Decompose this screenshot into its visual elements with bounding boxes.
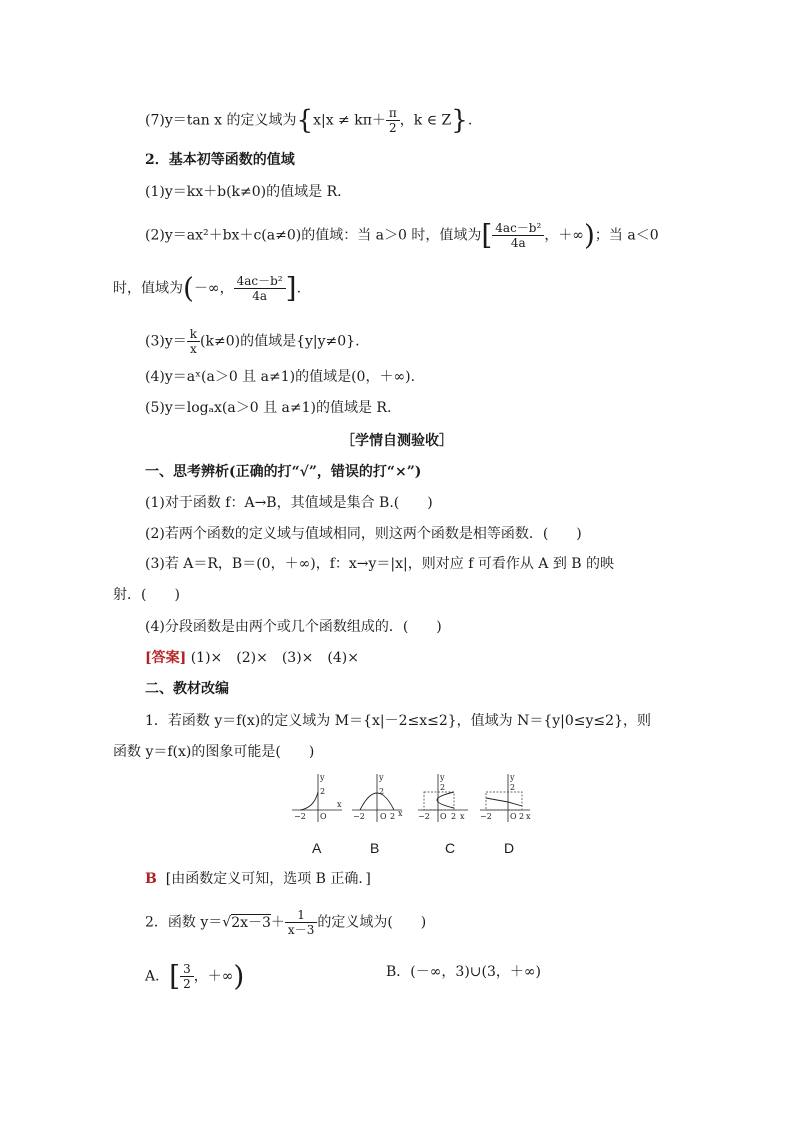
answer-1-tag: B: [145, 871, 157, 887]
paren: ): [233, 959, 245, 993]
fraction: [492, 221, 544, 250]
question-3: (3)若 A＝R，B＝(0，＋∞)，f：x→y＝|x|，则对应 f 可看作从 A 到 B 的映: [145, 556, 615, 572]
option-c-label: C: [445, 840, 456, 856]
answer-1-row: [145, 869, 371, 889]
text: 时，值域为: [113, 280, 183, 297]
line-7: [145, 106, 472, 135]
graph-c: [416, 772, 470, 824]
num: k: [187, 327, 200, 342]
question-1: (1)对于函数 f：A→B，其值域是集合 B.( ): [145, 495, 433, 511]
option-d-label: D: [504, 840, 515, 856]
question-3-cont: 射．( ): [113, 587, 180, 603]
text: .: [467, 112, 473, 129]
answer-row: [145, 648, 359, 668]
range-4: (4)y＝aˣ(a＞0 且 a≠1)的值域是(0，＋∞).: [145, 369, 416, 385]
range-1: (1)y＝kx＋b(k≠0)的值域是 R.: [145, 184, 342, 200]
num: 4ac－b²: [492, 221, 544, 236]
answer-tag: [答案]: [145, 650, 187, 666]
tick-2: 2: [379, 787, 385, 796]
question-2: (2)若两个函数的定义域与值域相同，则这两个函数是相等函数．( ): [145, 526, 582, 542]
fraction: [180, 962, 194, 991]
tick-neg2: −2: [418, 812, 430, 821]
num: 4ac－b²: [234, 274, 286, 289]
num: π: [386, 106, 400, 121]
tick-x2: 2: [451, 812, 457, 821]
graph-a: [290, 772, 344, 824]
den: x－3: [287, 923, 315, 937]
den: x: [190, 342, 197, 356]
text: 的定义域为( ): [317, 914, 427, 931]
choice-a[interactable]: [145, 959, 245, 993]
origin: O: [510, 812, 517, 821]
pi-over-2: [386, 106, 400, 135]
text: (k≠0)的值域是{y|y≠0}.: [200, 333, 360, 350]
tick-x2: 2: [390, 812, 396, 821]
tick-neg2: −2: [480, 812, 492, 821]
x-label: x: [337, 800, 342, 809]
heading-textbook: 二、教材改编: [145, 681, 229, 697]
tick-x2: 2: [519, 812, 525, 821]
sqrt-symbol: √: [222, 914, 232, 931]
fraction: [285, 908, 317, 937]
bracket: [: [169, 959, 181, 993]
text: 2．函数 y＝: [145, 914, 223, 931]
paren: ): [583, 218, 595, 252]
x-label: x: [460, 812, 465, 821]
tick-2: 2: [510, 783, 516, 792]
choice-b[interactable]: B．(－∞，3)∪(3，＋∞): [386, 964, 542, 980]
problem-1-cont: 函数 y＝f(x)的图象可能是( ): [113, 744, 315, 760]
heading-range: 2．基本初等函数的值域: [145, 152, 295, 168]
origin: O: [440, 812, 447, 821]
bracket: ]: [285, 271, 297, 305]
bracket: [: [481, 218, 493, 252]
fraction: [234, 274, 286, 303]
text: ，k ∈ Z: [399, 112, 452, 129]
tick-2: 2: [320, 787, 326, 796]
answer-1-text: [由函数定义可知，选项 B 正确．]: [165, 871, 371, 887]
text: x|x ≠ kπ＋: [313, 112, 386, 129]
brace-open: {: [296, 105, 314, 136]
text: －∞，: [193, 280, 234, 297]
tick-2: 2: [440, 783, 446, 792]
text: ＋: [270, 914, 285, 931]
num: 3: [180, 962, 194, 977]
paren: (: [183, 271, 194, 305]
question-4: (4)分段函数是由两个或几个函数组成的．( ): [145, 619, 442, 635]
den: 4a: [510, 236, 526, 250]
graph-b: [350, 772, 404, 824]
brace-close: }: [451, 105, 468, 136]
origin: O: [380, 812, 387, 821]
y-label: y: [379, 773, 384, 782]
den: 2: [389, 121, 397, 135]
y-label: y: [510, 773, 515, 782]
answer-text: (1)× (2)× (3)× (4)×: [190, 650, 359, 666]
tick-neg2: −2: [353, 812, 365, 821]
tick-neg2: −2: [294, 812, 306, 821]
option-b-label: B: [370, 840, 380, 856]
graph-d: [478, 772, 532, 824]
origin: O: [320, 812, 327, 821]
label: A．: [145, 968, 170, 985]
text: (2)y＝ax²＋bx＋c(a≠0)的值域：当 a＞0 时，值域为: [145, 227, 482, 244]
text: ，＋∞: [544, 227, 584, 244]
num: 1: [285, 908, 317, 923]
x-label: x: [398, 809, 403, 818]
text: .: [296, 280, 302, 297]
text: ；当 a＜0: [594, 227, 659, 244]
y-label: y: [440, 773, 445, 782]
text: (7)y＝tan x 的定义域为: [145, 112, 297, 129]
k-over-x: [187, 327, 200, 356]
text: ，＋∞: [193, 968, 234, 985]
section-title: ［学情自测验收］: [341, 433, 453, 449]
range-5: (5)y＝logₐx(a＞0 且 a≠1)的值域是 R.: [145, 400, 392, 416]
range-3: [145, 327, 360, 356]
problem-1: 1．若函数 y＝f(x)的定义域为 M＝{x|－2≤x≤2}，值域为 N＝{y|0≤y≤2}，则: [145, 713, 651, 729]
range-2: [145, 218, 659, 252]
x-label: x: [526, 812, 531, 821]
option-a-label: A: [312, 840, 322, 856]
sqrt-body: 2x－3: [231, 914, 271, 931]
range-2-cont: [113, 271, 302, 305]
text: (3)y＝: [145, 333, 187, 350]
den: 4a: [252, 289, 268, 303]
y-label: y: [320, 773, 325, 782]
heading-judge: 一、思考辨析(正确的打“√”，错误的打“×”): [145, 464, 422, 480]
problem-2: [145, 908, 426, 937]
den: 2: [183, 977, 191, 991]
